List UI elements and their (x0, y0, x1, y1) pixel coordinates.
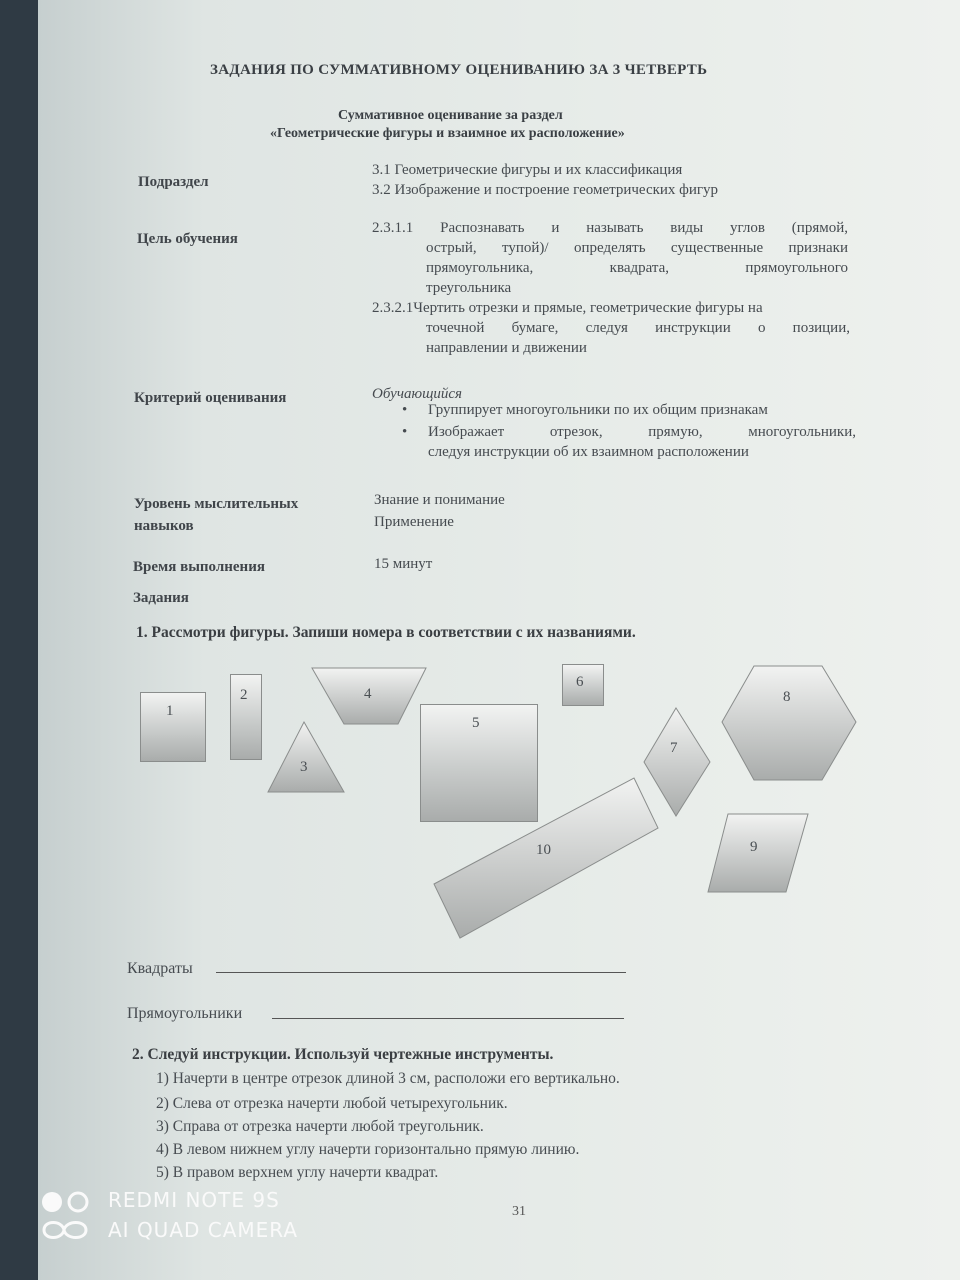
shape-number: 3 (300, 759, 308, 775)
subsection-item: 3.2 Изображение и построение геометрических фигур (372, 182, 719, 198)
watermark-line: REDMI NOTE 9S (108, 1188, 280, 1212)
goal-label: Цель обучения (137, 231, 238, 247)
goal-line (426, 240, 848, 257)
shape-number: 10 (536, 842, 551, 858)
shape-number: 4 (364, 686, 372, 702)
worksheet-page (38, 0, 960, 1280)
criteria-label: Критерий оценивания (134, 390, 287, 406)
watermark-line: AI QUAD CAMERA (108, 1218, 299, 1242)
subsection-label: Подраздел (138, 174, 209, 190)
instruction-step: 4) В левом нижнем углу начерти горизонтально прямую линию. (156, 1141, 580, 1158)
level-label: навыков (134, 518, 194, 534)
criteria-bullet (428, 424, 856, 441)
criteria-text: следуя инструкции об их взаимном расположении (428, 444, 749, 460)
time-value: 15 минут (374, 556, 433, 572)
squares-label: Квадраты (127, 960, 193, 977)
shape-number: 8 (783, 689, 791, 705)
section-name: «Геометрические фигуры и взаимное их расположение» (270, 126, 625, 141)
shape-8-hexagon (720, 664, 858, 784)
tasks-label: Задания (133, 590, 189, 606)
shape-number: 7 (670, 740, 678, 756)
goal-text: точечной бумаге, следуя инструкции о позиции, (426, 320, 850, 336)
instruction-step: 2) Слева от отрезка начерти любой четырехугольник. (156, 1095, 508, 1112)
level-label: Уровень мыслительных (134, 496, 299, 512)
instruction-step: 3) Справа от отрезка начерти любой треугольник. (156, 1118, 484, 1135)
goal-line (426, 260, 848, 277)
goal-text: направлении и движении (426, 340, 587, 356)
subsection-item: 3.1 Геометрические фигуры и их классификация (372, 162, 683, 178)
shape-number: 5 (472, 715, 480, 731)
instruction-step: 1) Начерти в центре отрезок длиной 3 см, расположи его вертикально. (156, 1070, 620, 1087)
goal-line (426, 320, 850, 337)
shape-3-triangle (266, 720, 346, 794)
goal-line (372, 220, 848, 237)
criteria-text: • Изображает отрезок, прямую, многоугольники, (428, 424, 856, 440)
task2-heading: 2. Следуй инструкции. Используй чертежные инструменты. (132, 1046, 554, 1063)
section-subtitle: Суммативное оценивание за раздел (338, 108, 563, 123)
criteria-intro: Обучающийся (372, 386, 463, 402)
level-value: Знание и понимание (374, 492, 505, 508)
page-number: 31 (512, 1204, 526, 1219)
goal-text: острый, тупой)/ определять существенные признаки (426, 240, 848, 256)
goal-text: прямоугольника, квадрата, прямоугольного (426, 260, 848, 276)
shape-number: 9 (750, 839, 758, 855)
shape-number: 1 (166, 703, 174, 719)
level-value: Применение (374, 514, 454, 530)
time-label: Время выполнения (133, 559, 265, 575)
instruction-step: 5) В правом верхнем углу начерти квадрат. (156, 1164, 439, 1181)
squares-answer-line[interactable] (216, 972, 626, 973)
camera-logo-icon (40, 1190, 92, 1242)
shape-9-parallelogram (706, 812, 810, 894)
rectangles-answer-line[interactable] (272, 1018, 624, 1019)
shape-number: 2 (240, 687, 248, 703)
task1-heading: 1. Рассмотри фигуры. Запиши номера в соответствии с их названиями. (136, 624, 636, 641)
goal-text: 2.3.1.1 Распознавать и называть виды углов (прямой, (372, 220, 848, 236)
criteria-bullet: • Группирует многоугольники по их общим признакам (428, 402, 768, 419)
goal-text: 2.3.2.1Чертить отрезки и прямые, геометрические фигуры на (372, 300, 763, 316)
shape-10-rectangle (430, 774, 662, 944)
shape-number: 6 (576, 674, 584, 690)
goal-text: треугольника (426, 280, 512, 296)
page-title: ЗАДАНИЯ ПО СУММАТИВНОМУ ОЦЕНИВАНИЮ ЗА 3 ЧЕТВЕРТЬ (210, 62, 708, 78)
rectangles-label: Прямоугольники (127, 1005, 243, 1022)
